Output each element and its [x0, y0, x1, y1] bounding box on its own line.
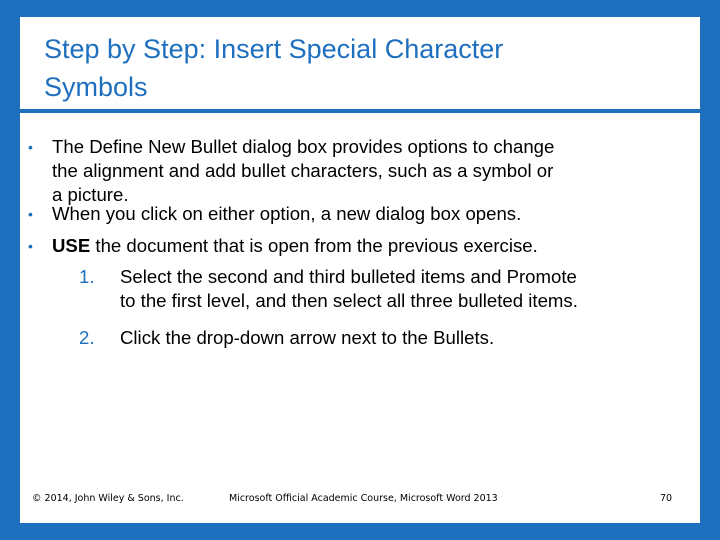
step-number: 2. [79, 327, 95, 348]
step-line: Click the drop-down arrow next to the Bullets. [120, 327, 495, 348]
bullet-line: the document that is open from the previous exercise. [90, 235, 538, 256]
bullet-line: When you click on either option, a new dialog box opens. [52, 203, 522, 224]
footer-page-number: 70 [660, 493, 673, 504]
step-line: to the first level, and then select all three bulleted items. [120, 290, 578, 311]
footer-copyright: © 2014, John Wiley & Sons, Inc. [32, 493, 184, 504]
slide [20, 17, 700, 523]
title-divider [20, 109, 708, 113]
bullet-dot-icon: • [28, 139, 33, 155]
bullet-line: the alignment and add bullet characters, such as a symbol or [52, 160, 554, 181]
step-number: 1. [79, 266, 95, 287]
bullet-bold-keyword: USE [52, 235, 91, 256]
slide-title [44, 30, 684, 106]
footer-course: Microsoft Official Academic Course, Microsoft Word 2013 [229, 493, 498, 504]
bullet-line: The Define New Bullet dialog box provides options to change [52, 136, 555, 157]
title-line-1: Step by Step: Insert Special Character [44, 34, 504, 64]
bullet-line: a picture. [52, 184, 129, 205]
step-line: Select the second and third bulleted items and Promote [120, 266, 577, 287]
title-line-2: Symbols [44, 72, 148, 102]
bullet-dot-icon: • [28, 206, 33, 222]
bullet-dot-icon: • [28, 238, 33, 254]
